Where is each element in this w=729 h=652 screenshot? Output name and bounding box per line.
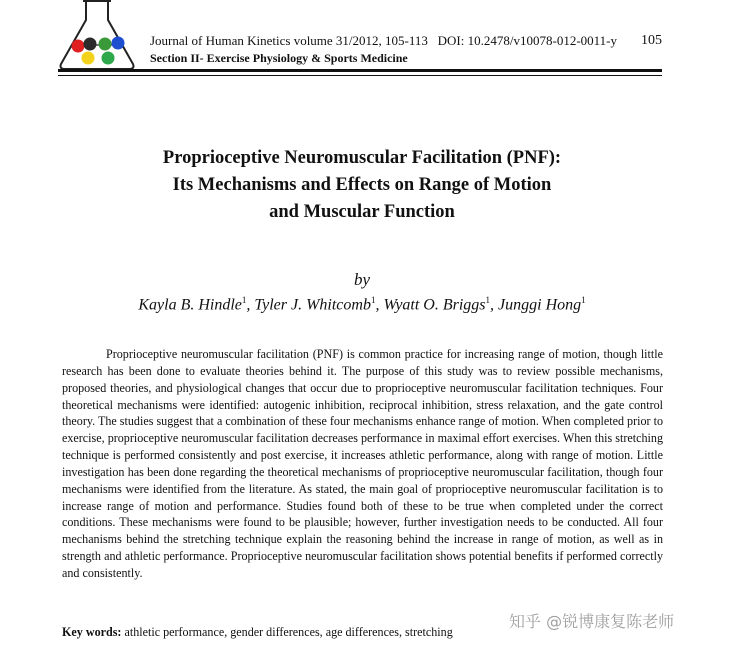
keywords <box>62 625 453 640</box>
title-line: Proprioceptive Neuromuscular Facilitation (PNF): <box>162 148 562 168</box>
logo-ball <box>99 38 112 51</box>
author-affiliation: 1 <box>370 295 376 305</box>
journal-header <box>150 33 662 67</box>
abstract: Proprioceptive neuromuscular facilitation (PNF) is common practice for increasing range of motion, though little research has been done to evaluate theories behind it. The purpose of this study was to review possible mechanisms, proposed theories, and physiological changes that occur due to proprioceptive neuromuscular facilitation techniques. Four theoretical mechanisms were identified: autogenic inhibition, reciprocal inhibition, stress relaxation, and the gate control theory. The studies suggest that a combination of these four mechanisms enhance range of motion. When completed prior to exercise, proprioceptive neuromuscular facilitation decreases performance in maximal effort exercises. When this stretching technique is performed consistently and post exercise, it increases athletic performance, along with range of motion. Little investigation has been done regarding the theoretical mechanisms of proprioceptive neuromuscular facilitation, though four mechanisms were identified from the literature. As stated, the main goal of proprioceptive neuromuscular facilitation is to increase range of motion and performance. Studies found both of these to be true when completed under the correct conditions. These mechanisms were found to be plausible; however, further investigation needs to be conducted. All four mechanisms behind the stretching technique explain the reasoning behind the increase in range of motion, as well as in strength and athletic performance. Proprioceptive neuromuscular facilitation shows potential benefits if performed correctly and consistently. <box>62 347 663 580</box>
logo-ball <box>72 40 85 53</box>
author-affiliation: 1 <box>241 295 247 305</box>
title-line: Its Mechanisms and Effects on Range of Motion <box>172 175 552 195</box>
keywords-label: Key words: <box>62 625 122 639</box>
author-affiliation: 1 <box>581 295 586 305</box>
logo-ball <box>102 52 115 65</box>
header-rule-thin <box>58 75 662 76</box>
by-label: by <box>353 270 371 289</box>
logo-ball <box>82 52 95 65</box>
author-affiliation: 1 <box>485 295 491 305</box>
keywords-value: athletic performance, gender differences, age differences, stretching <box>121 625 453 639</box>
author-list: Kayla B. Hindle$^1$, Tyler J. Whitcomb$^1$, Wyatt O. Briggs$^1$, Junggi Hong$^1$ <box>138 295 586 314</box>
journal-logo-flask-icon <box>58 0 136 72</box>
doi: DOI: 10.2478/v10078-012-0011-y <box>437 33 617 48</box>
section-label: Section II- Exercise Physiology & Sports Medicine <box>150 51 408 65</box>
logo-ball <box>84 38 97 51</box>
logo-ball <box>112 37 125 50</box>
header-rule-thick <box>58 69 662 72</box>
journal-citation: Journal of Human Kinetics volume 31/2012, 105-113 <box>150 33 428 48</box>
page-number: 105 <box>641 33 662 48</box>
paper-title <box>60 145 664 226</box>
watermark-text: 知乎 @锐博康复陈老师 <box>509 612 675 631</box>
author-name: Junggi Hong <box>498 296 582 314</box>
author-name: Wyatt O. Briggs <box>383 296 486 314</box>
title-line: and Muscular Function <box>269 202 455 222</box>
author-name: Tyler J. Whitcomb <box>254 296 371 314</box>
author-name: Kayla B. Hindle <box>138 296 242 314</box>
